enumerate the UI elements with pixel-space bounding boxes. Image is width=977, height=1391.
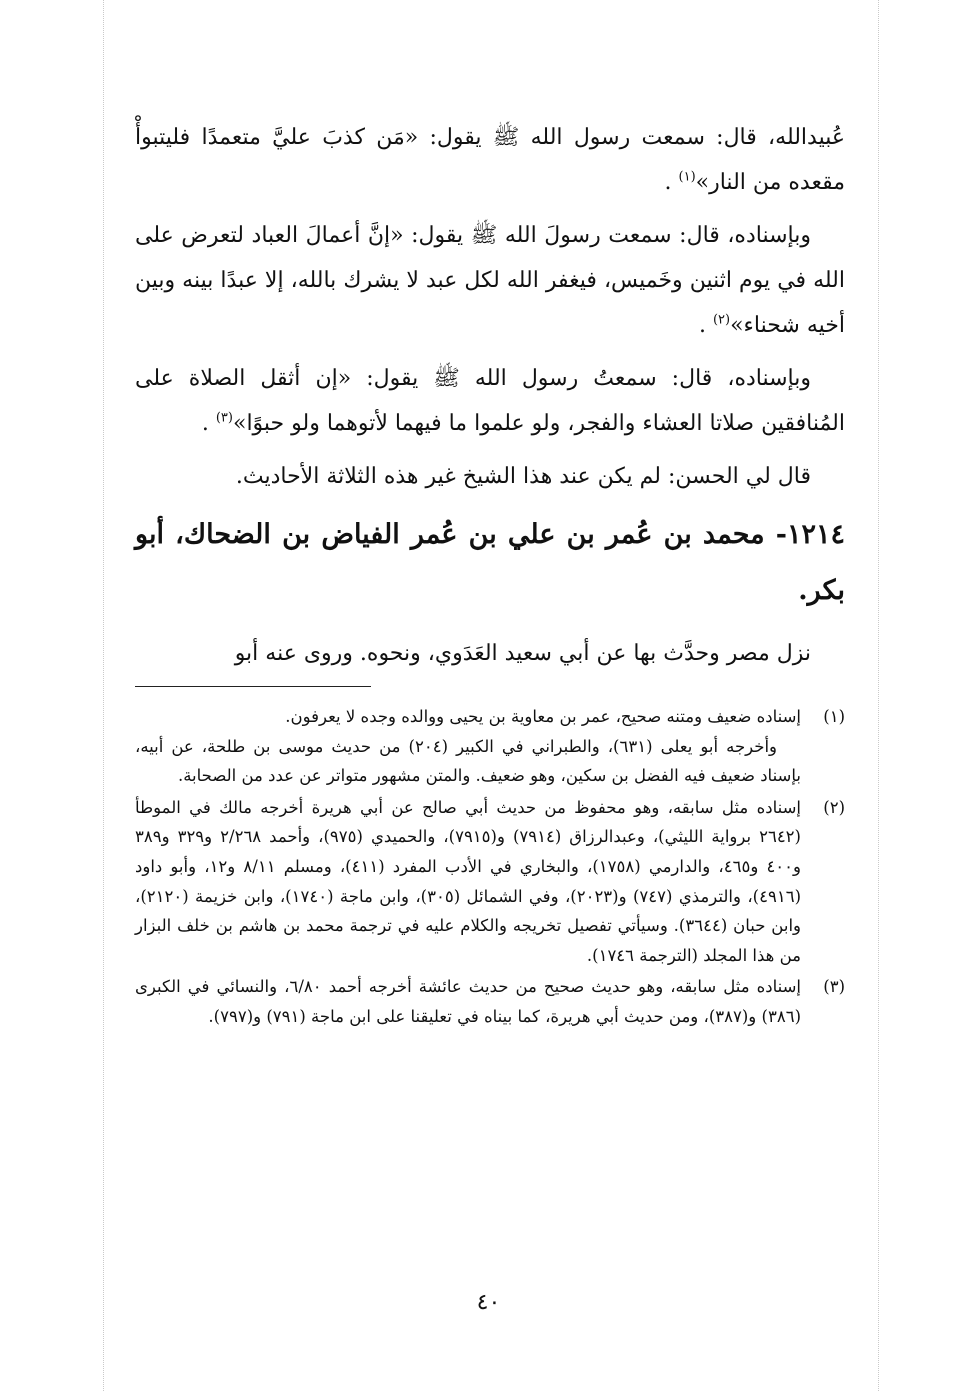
footnote-number: (٣) xyxy=(823,977,845,997)
page-number: ٤٠ xyxy=(476,1290,501,1315)
paragraph-1: عُبيدالله، قال: سمعت رسول الله ﷺ يقول: «مَن كذبَ عليَّ متعمدًا فليتبوأْ مقعده من النار»$^{(١)}$ . xyxy=(135,125,845,195)
entry-heading: ١٢١٤- محمد بن عُمر بن علي بن عُمر الفياض بن الضحاك، أبو بكر. xyxy=(135,519,845,606)
footnote-text: إسناده مثل سابقه، وهو حديث صحيح من حديث عائشة أخرجه أحمد ٦/٨٠، والنسائي في الكبرى (٣٨٦) و(٣٨٧)، ومن حديث أبي هريرة، كما بيناه في تعليقنا على ابن ماجة (٧٩١) و(٧٩٧). xyxy=(135,977,801,1026)
footnotes xyxy=(135,702,845,1034)
footnote-text: إسناده ضعيف ومتنه صحيح، عمر بن معاوية بن يحيى ووالده وجده لا يعرفون. xyxy=(285,707,801,726)
scan-guide-line-left xyxy=(103,0,104,1391)
main-text xyxy=(135,115,845,684)
footnote-number: (١) xyxy=(823,707,845,726)
footnote-1 xyxy=(135,702,845,791)
footnote-separator xyxy=(135,686,371,687)
paragraph-2: وبإسناده، قال: سمعت رسولَ الله ﷺ يقول: «إنَّ أعمالَ العباد لتعرض على الله في يوم اثنين وخَميس، فيغفر الله لكل عبد لا يشرك بالله، إلا عبدًا بينه وبين أخيه شحناء»$^{(٢)}$ . xyxy=(135,223,845,338)
footnote-number: (٢) xyxy=(823,797,845,817)
scan-guide-line-right xyxy=(878,0,879,1391)
footnote-ref-2: (٢) xyxy=(712,312,731,328)
footnote-text: وأخرجه أبو يعلى (٦٣١)، والطبراني في الكبير (٢٠٤) من حديث موسى بن طلحة، عن أبيه، بإسناد ضعيف فيه الفضل بن سكين، وهو ضعيف. والمتن مشهور متواتر عن عدد من الصحابة. xyxy=(135,736,801,786)
paragraph-5: نزل مصر وحدَّث بها عن أبي سعيد العَدَوي، ونحوه. وروى عنه أبو xyxy=(234,641,811,666)
footnote-ref-3: (٣) xyxy=(215,410,233,426)
paragraph-4: قال لي الحسن: لم يكن عند هذا الشيخ غير هذه الثلاثة الأحاديث. xyxy=(235,464,811,489)
footnote-2 xyxy=(135,793,845,971)
footnote-3 xyxy=(135,972,845,1031)
footnote-ref-1: (١) xyxy=(678,169,696,185)
footnote-text: إسناده مثل سابقه، وهو محفوظ من حديث أبي صالح عن أبي هريرة أخرجه مالك في الموطأ (٢٦٤٢ برواية الليثي)، وعبدالرزاق (٧٩١٤) و(٧٩١٥)، والحميدي (٩٧٥)، وأحمد ٢/٢٦٨ و٣٢٩ و٣٨٩ و٤٠٠ و٤٦٥، والدارمي (١٧٥٨)، والبخاري في الأدب المفرد (٤١١)، ومسلم ٨/١١ و١٢، وأبو داود (٤٩١٦)، والترمذي (٧٤٧) و(٢٠٢٣)، وفي الشمائل (٣٠٥)، وابن ماجة (١٧٤٠)، وابن خزيمة (٢١٢٠)، وابن حبان (٣٦٤٤). وسيأتي تفصيل تخريجه والكلام عليه في ترجمة محمد بن هاشم بن خلف البزار من هذا المجلد (الترجمة ١٧٤٦). xyxy=(135,797,801,965)
paragraph-3: وبإسناده، قال: سمعتُ رسول الله ﷺ يقول: «إن أثقل الصلاة على المُنافقين صلاتا العشاء والفجر، ولو علموا ما فيهما لأتوهما ولو حبوًا»$^{(٣)}$ . xyxy=(135,366,845,436)
